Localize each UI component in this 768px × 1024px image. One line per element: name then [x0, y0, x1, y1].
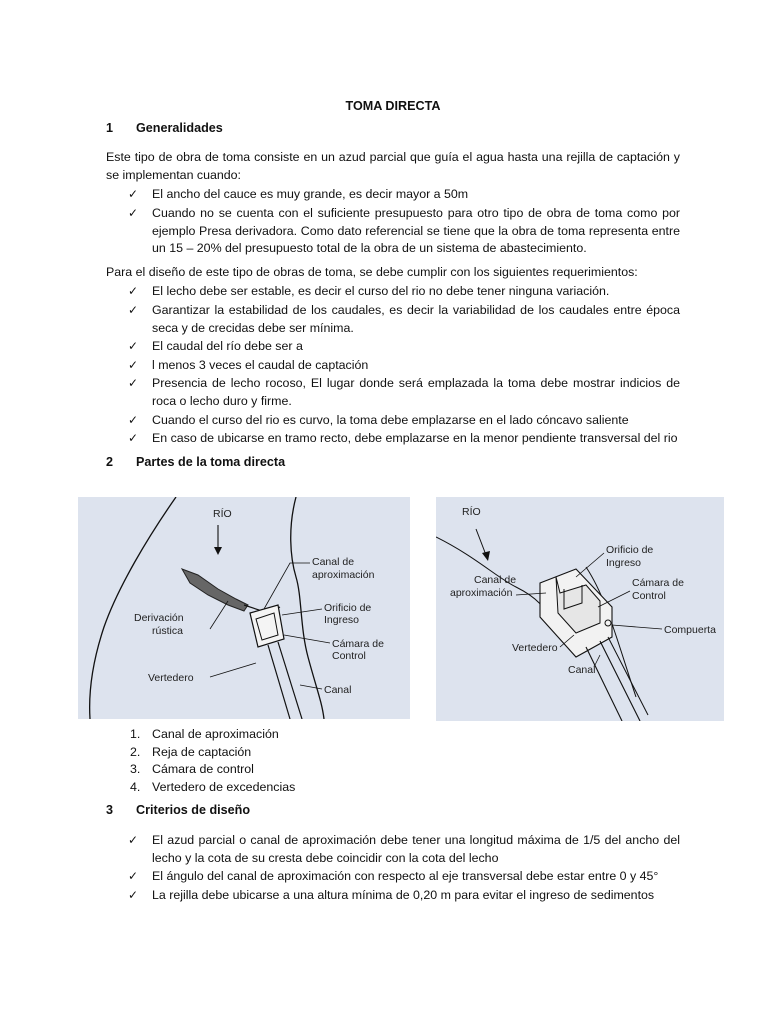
label-camara-1: Cámara de — [332, 638, 384, 650]
section-number: 1 — [106, 120, 114, 135]
list-number: 2. — [130, 744, 141, 759]
section-1-intro: Este tipo de obra de toma consiste en un azud parcial que guía el agua hasta una rejilla de captación y se implementan cuando: — [106, 150, 680, 182]
label-camara-2: Control — [632, 590, 666, 602]
check-icon: ✓ — [128, 412, 139, 427]
check-icon: ✓ — [128, 302, 139, 317]
river-bank-left — [90, 497, 176, 719]
list-item-text: Cámara de control — [152, 762, 254, 777]
list-item-text: Canal de aproximación — [152, 727, 279, 741]
check-icon: ✓ — [128, 284, 139, 299]
river-bank-right — [291, 497, 324, 719]
label-derivacion-2: rústica — [152, 625, 183, 637]
list-item — [106, 779, 680, 797]
list-item-text: En caso de ubicarse en tramo recto, debe emplazarse en la menor pendiente transversal del rio — [152, 431, 678, 446]
list-item — [106, 186, 680, 204]
list-item-text: Vertedero de excedencias — [152, 779, 296, 794]
criteria-list — [106, 832, 680, 904]
check-icon: ✓ — [128, 205, 139, 220]
label-orificio-2: Ingreso — [324, 614, 360, 626]
figure-1-drawing — [78, 497, 410, 719]
list-item — [106, 726, 680, 744]
list-item-text: La rejilla debe ubicarse a una altura mínima de 0,20 m para evitar el ingreso de sedimentos — [152, 887, 655, 902]
section-title: Criterios de diseño — [136, 803, 251, 818]
list-item — [106, 357, 680, 375]
figure-toma-isometric — [436, 497, 724, 721]
list-item — [106, 887, 680, 905]
label-compuerta: Compuerta — [664, 624, 716, 636]
list-item — [106, 744, 680, 762]
label-vertedero: Vertedero — [512, 642, 558, 654]
parts-list — [106, 726, 680, 796]
check-icon: ✓ — [128, 887, 139, 902]
section-number: 3 — [106, 803, 114, 818]
section-1-list — [106, 186, 680, 257]
label-vertedero: Vertedero — [148, 672, 194, 684]
label-orificio-1: Orificio de — [606, 544, 654, 556]
list-item-text: Reja de captación — [152, 744, 252, 759]
list-item-text: El caudal del río debe ser a — [152, 339, 303, 354]
canal-right-wall — [278, 642, 302, 719]
leader-vertedero — [210, 663, 256, 677]
check-icon: ✓ — [128, 832, 139, 847]
label-canal: Canal — [324, 684, 352, 696]
leader-compuerta — [612, 625, 662, 629]
list-item-text: Cuando no se cuenta con el suficiente presupuesto para otro tipo de obra de toma como por ejemplo Presa derivadora. Como dato referencial se tiene que la obra de toma representa entre un 15 – 20% del presupuesto total de la obra de un sistema de abastecimiento. — [152, 205, 680, 256]
flow-arrow-icon — [482, 551, 490, 561]
label-rio: RÍO — [213, 508, 232, 520]
list-item — [106, 302, 680, 337]
list-item — [106, 375, 680, 410]
label-camara-1: Cámara de — [632, 577, 684, 589]
check-icon: ✓ — [128, 187, 139, 202]
list-number: 1. — [130, 727, 141, 741]
canal-wall-2 — [600, 641, 640, 721]
label-derivacion-1: Derivación — [134, 612, 184, 624]
control-chamber — [250, 605, 284, 647]
list-item-text: El azud parcial o canal de aproximación debe tener una longitud máxima de 1/5 del ancho del lecho y la cota de su cresta debe coincidir con la cota del lecho — [152, 832, 680, 865]
list-number: 4. — [130, 779, 141, 794]
leader-camara — [284, 635, 330, 643]
label-canal-aprox-1: Canal de — [312, 556, 355, 568]
list-item-text: Garantizar la estabilidad de los caudales, es decir la variabilidad de los caudales entre época seca y de crecidas debe ser mínima. — [152, 302, 680, 335]
flow-arrow-icon — [214, 547, 222, 555]
page-title: TOMA DIRECTA — [345, 99, 441, 113]
section-1-intro-2: Para el diseño de este tipo de obras de toma, se debe cumplir con los siguientes requerimientos: — [106, 264, 638, 279]
check-icon: ✓ — [128, 376, 139, 391]
label-rio: RÍO — [462, 506, 481, 518]
label-orificio-1: Orificio de — [324, 602, 372, 614]
list-item — [106, 761, 680, 779]
check-icon: ✓ — [128, 431, 139, 446]
list-item-text: El ancho del cauce es muy grande, es decir mayor a 50m — [152, 187, 469, 202]
leader-derivacion — [210, 601, 228, 629]
section-number: 2 — [106, 454, 114, 469]
rustic-derivation-rocks — [182, 569, 248, 611]
label-orificio-2: Ingreso — [606, 557, 642, 569]
list-item-text: l menos 3 veces el caudal de captación — [152, 357, 369, 372]
flow-arrow-line — [476, 529, 486, 555]
requirements-list — [106, 283, 680, 447]
canal-wall-1 — [586, 647, 622, 721]
list-item — [106, 430, 680, 448]
check-icon: ✓ — [128, 339, 139, 354]
leader-canal — [300, 685, 322, 689]
label-canal-aprox-2: aproximación — [450, 587, 513, 599]
section-3-heading — [106, 802, 680, 820]
list-number: 3. — [130, 762, 141, 777]
list-item — [106, 868, 680, 886]
list-item-text: Cuando el curso del rio es curvo, la toma debe emplazarse en el lado cóncavo saliente — [152, 412, 629, 427]
canal-left-wall — [268, 645, 290, 719]
figures-row — [78, 497, 724, 721]
section-1-heading — [106, 120, 680, 138]
figure-toma-plan — [78, 497, 410, 719]
section-2-heading — [106, 454, 680, 472]
label-canal-aprox-2: aproximación — [312, 569, 375, 581]
label-canal: Canal — [568, 664, 596, 676]
list-item — [106, 338, 680, 356]
list-item — [106, 283, 680, 301]
figure-2-drawing — [436, 497, 724, 721]
section-title: Generalidades — [136, 120, 223, 135]
list-item — [106, 205, 680, 258]
list-item — [106, 412, 680, 430]
document-body — [106, 96, 680, 483]
label-camara-2: Control — [332, 650, 366, 662]
leader-orificio — [282, 609, 322, 615]
leader-canal-aprox — [264, 563, 310, 609]
list-item-text: El ángulo del canal de aproximación con respecto al eje transversal debe estar entre 0 y 45° — [152, 869, 659, 884]
lower-content — [106, 722, 680, 910]
list-item-text: El lecho debe ser estable, es decir el curso del rio no debe tener ninguna variación. — [152, 284, 610, 299]
list-item-text: Presencia de lecho rocoso, El lugar donde será emplazada la toma debe mostrar indicios de roca o lecho duro y firme. — [152, 376, 680, 408]
check-icon: ✓ — [128, 869, 139, 884]
label-canal-aprox-1: Canal de — [474, 574, 517, 586]
list-item — [106, 832, 680, 867]
check-icon: ✓ — [128, 357, 139, 372]
section-title: Partes de la toma directa — [136, 454, 286, 469]
